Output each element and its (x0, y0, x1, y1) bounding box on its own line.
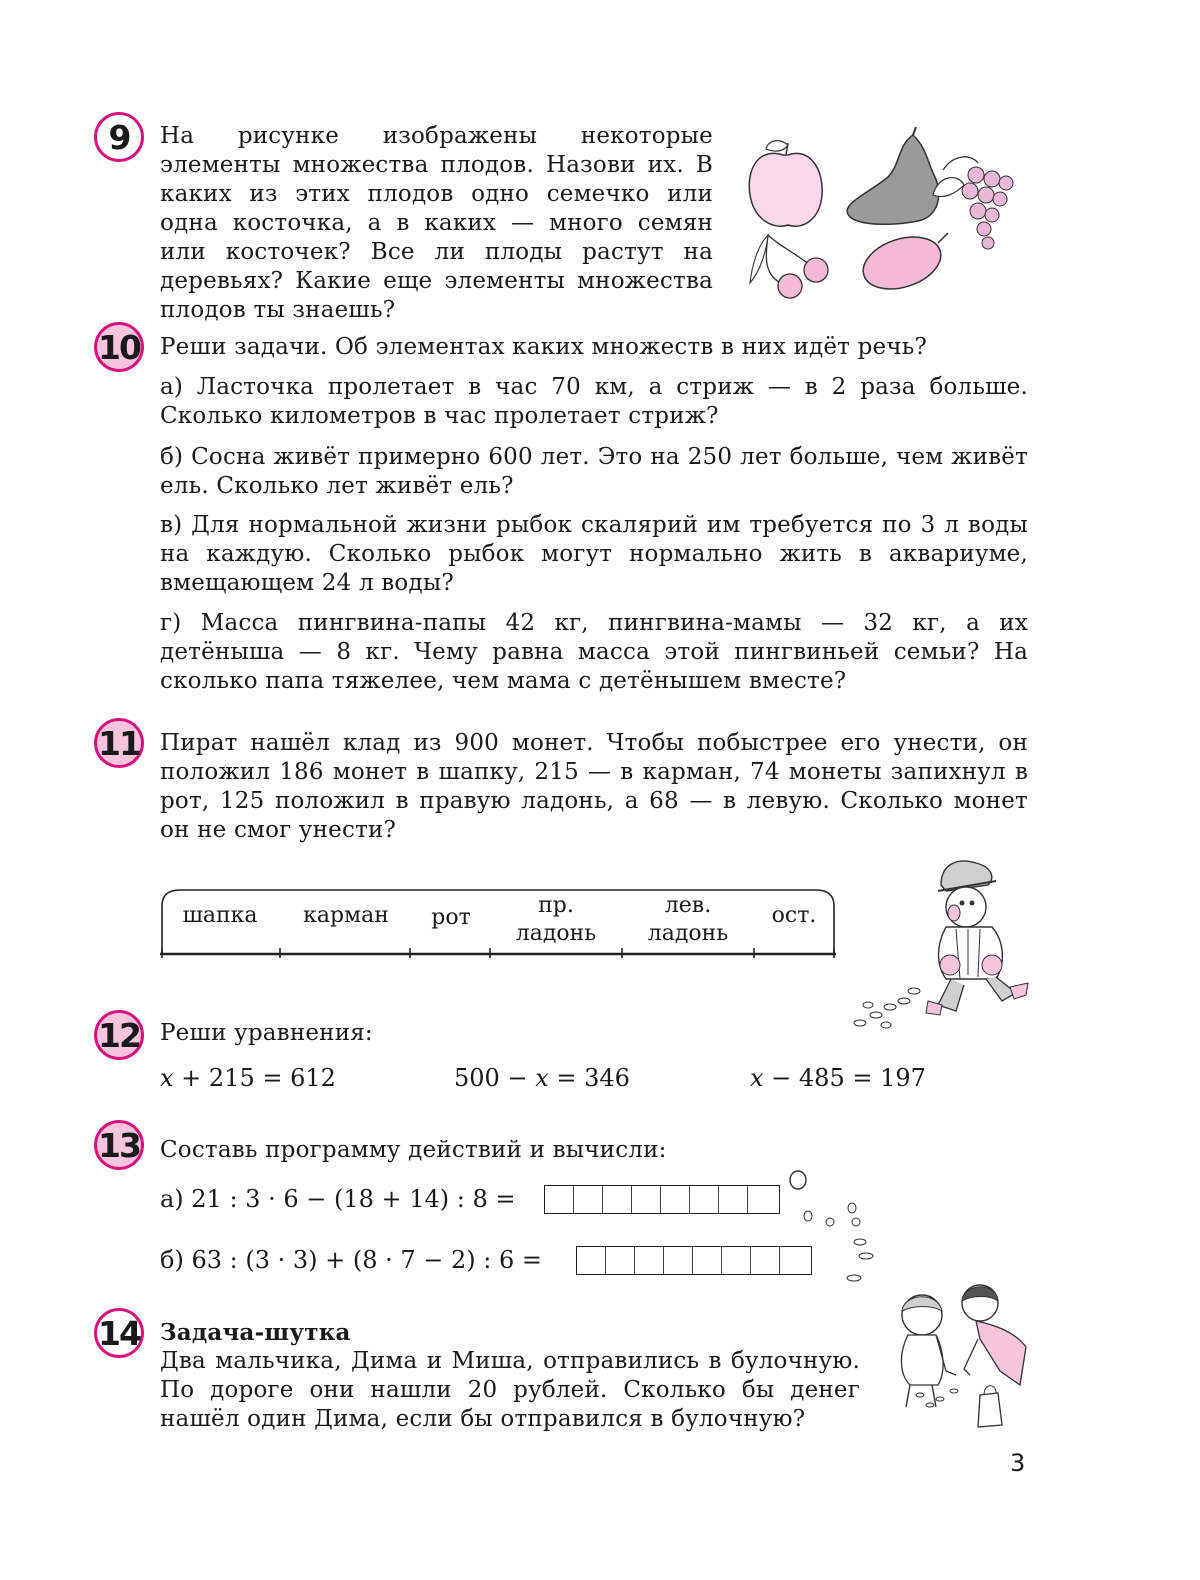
strip-label-hat: шапка (182, 903, 258, 928)
equation-1: x + 215 = 612 (160, 1064, 336, 1092)
strip-label-mouth: рот (431, 905, 471, 930)
task-14-text: Два мальчика, Дима и Миша, отправились в булочную. По дороге они нашли 20 рублей. Сколько бы денег нашёл один Дима, если бы отправился в булочную? (160, 1348, 860, 1432)
task-10-v: в) Для нормальной жизни рыбок скалярий им требуется по 3 л воды на каждую. Сколько рыбок могут нормально жить в аквариуме, вмещающем 24 л воды? (160, 512, 1028, 596)
fruits-illustration (738, 125, 1038, 305)
task-11-text: Пират нашёл клад из 900 монет. Чтобы побыстрее его унести, он положил 186 монет в шапку, 215 — в карман, 74 монеты запихнул в рот, 125 положил в правую ладонь, а 68 — в левую. Сколько монет он не смог унести? (160, 730, 1028, 843)
coins-segment-diagram (160, 886, 836, 958)
task-10-a: а) Ласточка пролетает в час 70 км, а стриж — в 2 раза больше. Сколько километров в час пролетает стриж? (160, 374, 1028, 429)
task-9-text: На рисунке изображены некоторые элементы множества плодов. Назови их. В каких из этих плодов одно семечко или одна косточка, а в каких — много семян или косточек? Все ли плоды растут на деревьях? Какие еще элементы множества плодов ты знаешь? (160, 123, 713, 323)
expression-b: б) 63 : (3 · 3) + (8 · 7 − 2) : 6 = (160, 1246, 542, 1274)
task-number-12: 12 (94, 1010, 144, 1060)
equation-3: x − 485 = 197 (750, 1064, 926, 1092)
task-number-11: 11 (94, 718, 144, 768)
task-10-b: б) Сосна живёт примерно 600 лет. Это на 250 лет больше, чем живёт ель. Сколько лет живёт ель? (160, 444, 1028, 499)
task-number-13: 13 (94, 1120, 144, 1170)
strip-label-pocket: карман (303, 903, 389, 928)
task-10-g: г) Масса пингвина-папы 42 кг, пингвина-мамы — 32 кг, а их детёныша — 8 кг. Чему равна масса этой пингвиньей семьи? На сколько папа тяжелее, чем мама с детёнышем вместе? (160, 610, 1028, 694)
task-12-intro: Реши уравнения: (160, 1020, 373, 1046)
task-number-9: 9 (94, 112, 144, 162)
task-number-10: 10 (94, 322, 144, 372)
pirate-illustration (846, 855, 1036, 1035)
strip-label-rest: ост. (771, 903, 817, 928)
task-13-intro: Составь программу действий и вычисли: (160, 1137, 667, 1163)
boys-illustration (880, 1275, 1040, 1435)
scattered-coins (786, 1168, 876, 1288)
answer-cells-a[interactable] (544, 1185, 780, 1214)
page-number: 3 (1010, 1449, 1026, 1477)
task-number-14: 14 (94, 1308, 144, 1358)
expression-a: а) 21 : 3 · 6 − (18 + 14) : 8 = (160, 1185, 516, 1213)
strip-label-right-palm-2: ладонь (515, 921, 597, 946)
cherry-image (750, 235, 828, 298)
strip-label-right-palm-1: пр. (538, 893, 574, 918)
pear-image (847, 127, 939, 224)
equation-2: 500 − x = 346 (454, 1064, 630, 1092)
task-14-title: Задача-шутка (160, 1319, 351, 1346)
apple-image (749, 141, 822, 227)
strip-label-left-palm-1: лев. (664, 893, 712, 918)
task-10-intro: Реши задачи. Об элементах каких множеств в них идёт речь? (160, 334, 927, 360)
plum-image (857, 228, 948, 298)
strip-label-left-palm-2: ладонь (647, 921, 729, 946)
answer-cells-b[interactable] (576, 1246, 812, 1275)
